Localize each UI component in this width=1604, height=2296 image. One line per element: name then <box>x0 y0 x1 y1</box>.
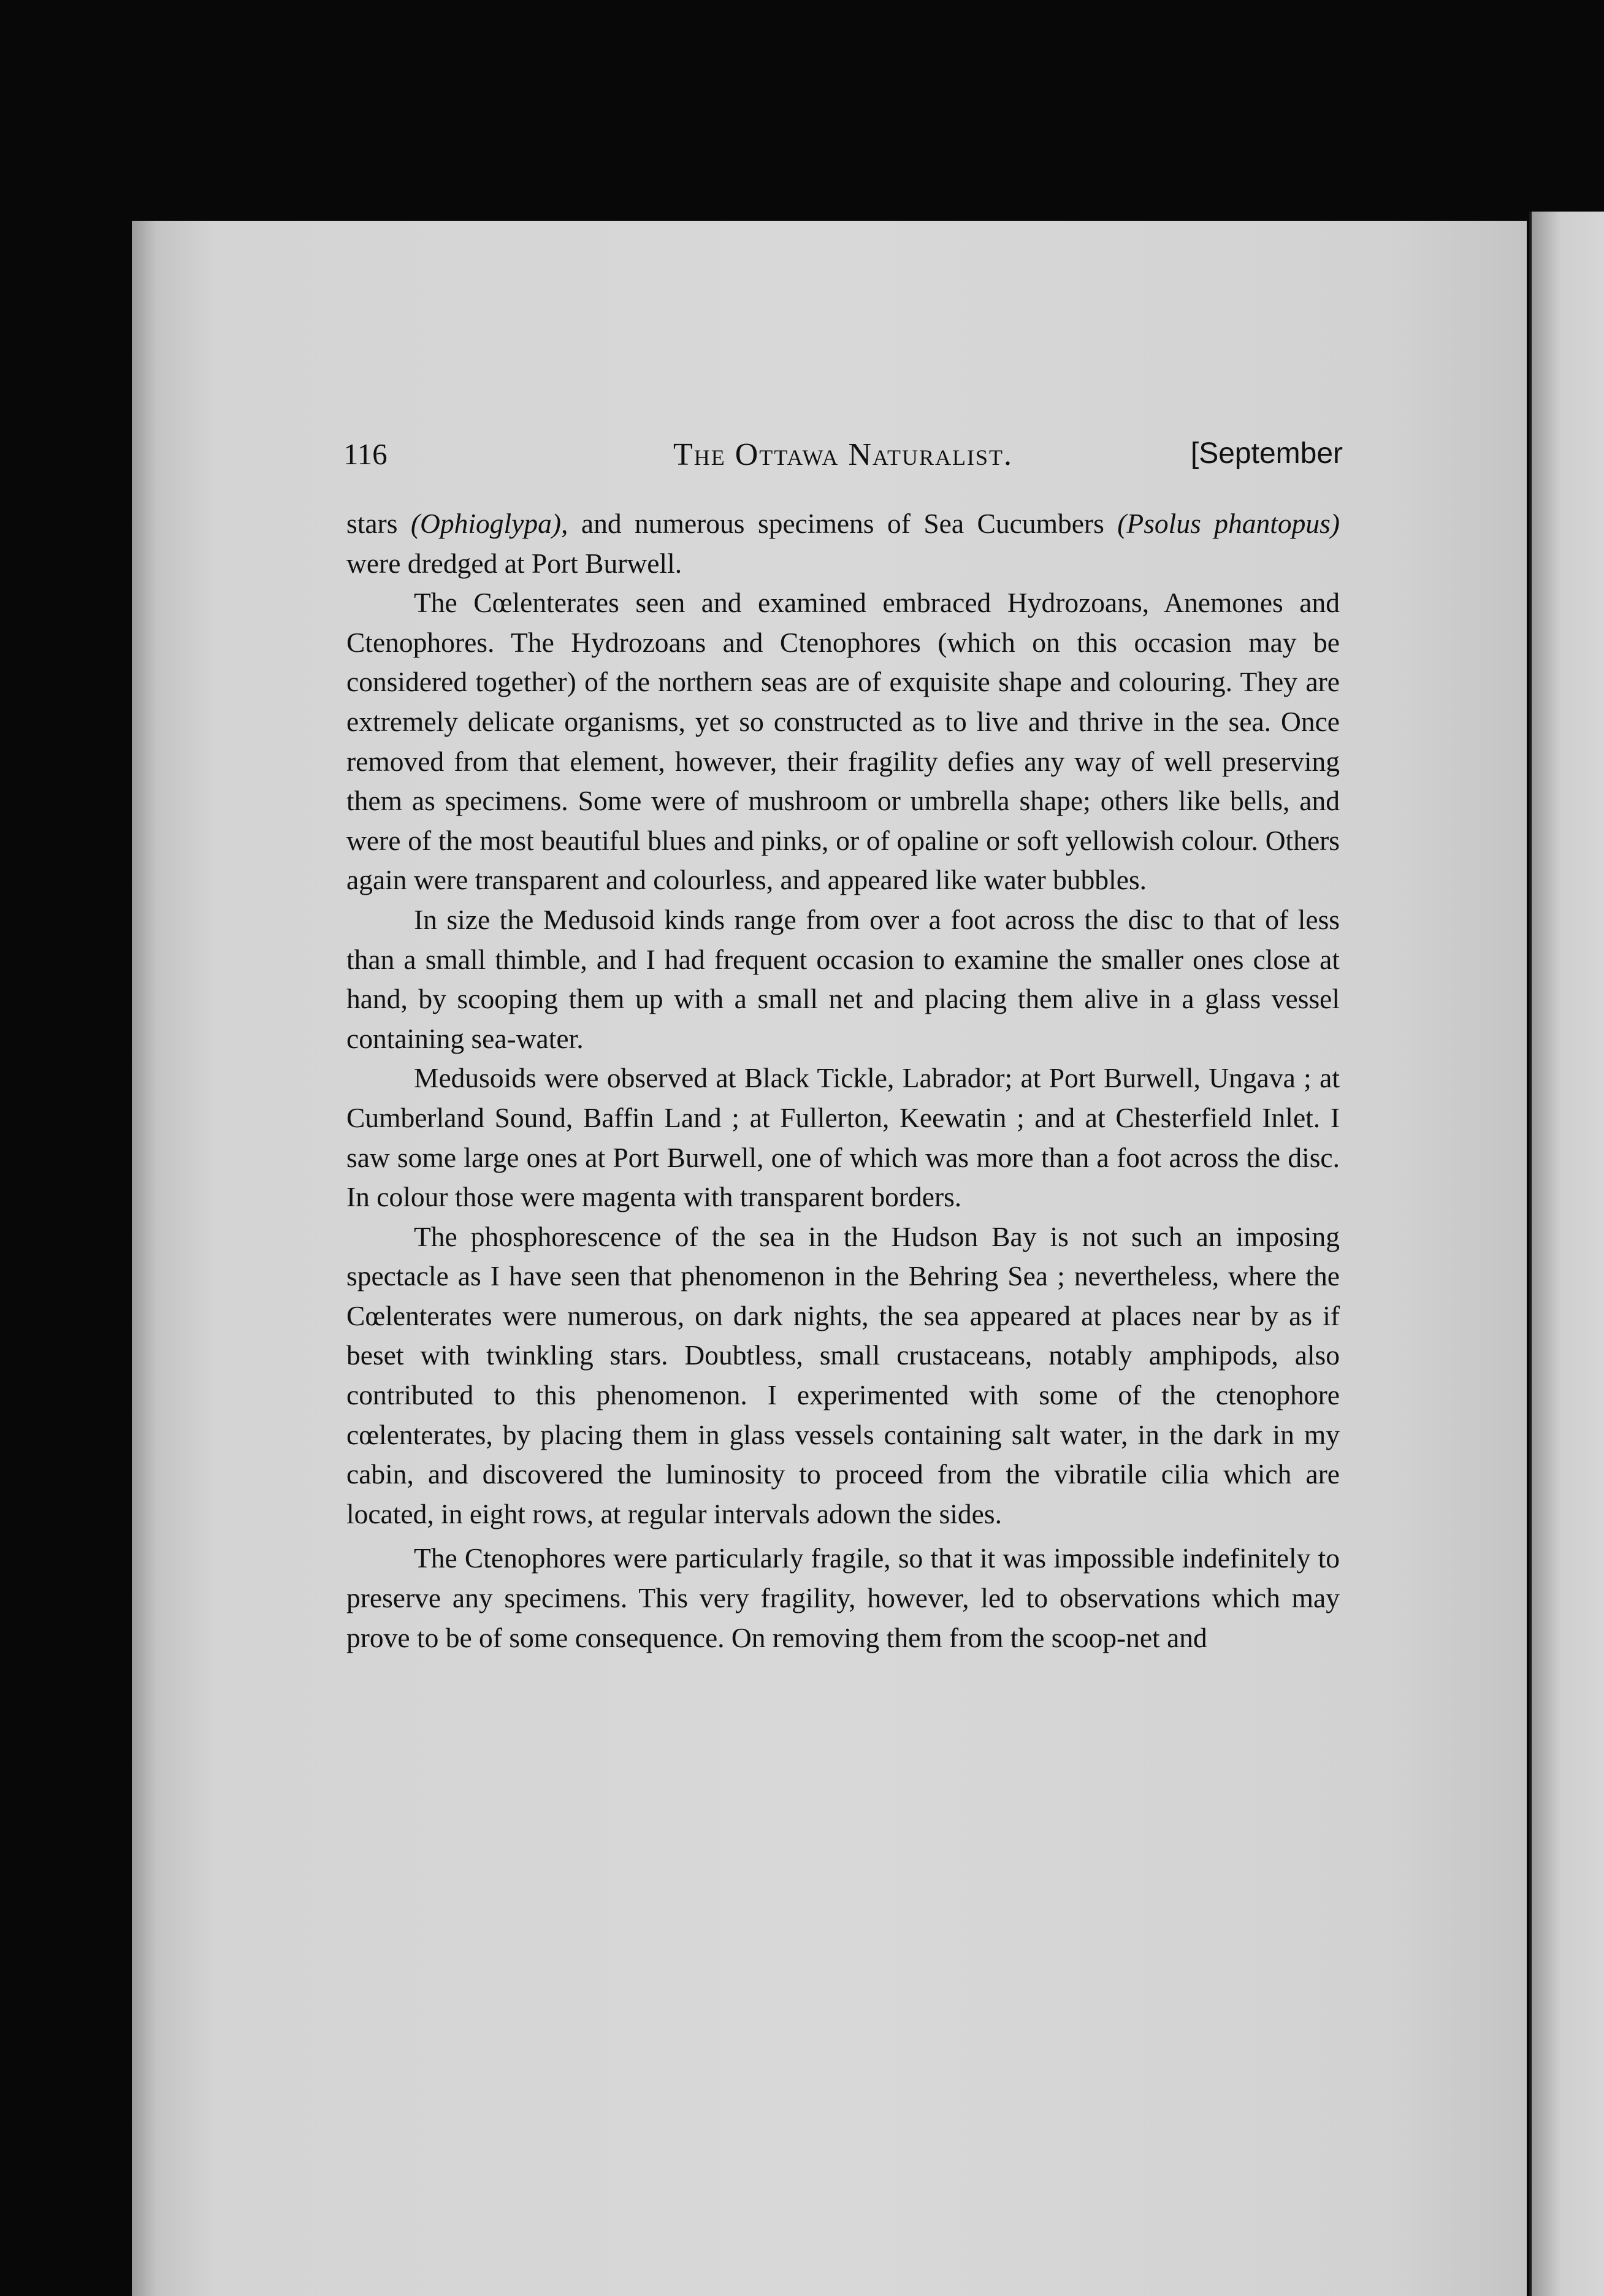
species-name: (Ophioglypa), <box>410 508 568 539</box>
running-title: The Ottawa Naturalist. <box>673 437 1014 472</box>
running-header <box>343 437 1343 486</box>
text-run: and numerous specimens of Sea Cucumbers <box>568 508 1118 539</box>
facing-page-edge <box>1532 212 1604 2296</box>
issue-month: [September <box>1190 437 1343 470</box>
paragraph <box>346 900 1340 1058</box>
text-run: The Ctenophores were particularly fragile, so that it was impossible indefinitely to preserve any specimens. This very fragility, however, led to observations which may prove to be of some consequence. On removing them from the scoop-net and <box>346 1542 1340 1653</box>
article-body <box>346 504 1340 1658</box>
text-run: In size the Medusoid kinds range from over a foot across the disc to that of less than a small thimble, and I had frequent occasion to examine the smaller ones close at hand, by scooping them up with a small net and placing them alive in a glass vessel containing sea-water. <box>346 903 1340 1054</box>
species-name: (Psolus phantopus) <box>1117 508 1340 539</box>
text-run: were dredged at Port Burwell. <box>346 547 682 579</box>
text-run: The Cœlenterates seen and examined embraced Hydrozoans, Anemones and Ctenophores. The Hydrozoans and Ctenophores (which on this occasion may be considered together) of the northern seas are of exquisite shape and colouring. They are extremely delicate organisms, yet so constructed as to live and thrive in the sea. Once removed from that element, however, their fragility defies any way of well preserving them as specimens. Some were of mushroom or umbrella shape; others like bells, and were of the most beautiful blues and pinks, or of opaline or soft yellowish colour. Others again were transparent and colourless, and appeared like water bubbles. <box>346 587 1340 896</box>
paragraph <box>346 1539 1340 1658</box>
text-run: The phosphorescence of the sea in the Hudson Bay is not such an imposing spectacle as I have seen that phenomenon in the Behring Sea ; nevertheless, where the Cœlenterates were numerous, on dark nights, the sea appeared at places near by as if beset with twinkling stars. Doubtless, small crustaceans, notably amphipods, also contributed to this phenomenon. I experimented with some of the ctenophore cœlenterates, by placing them in glass vessels containing salt water, in the dark in my cabin, and discovered the luminosity to proceed from the vibratile cilia which are located, in eight rows, at regular intervals adown the sides. <box>346 1220 1340 1529</box>
text-run: Medusoids were observed at Black Tickle, Labrador; at Port Burwell, Ungava ; at Cumberland Sound, Baffin Land ; at Fullerton, Keewatin ; and at Chesterfield Inlet. I saw some large ones at Port Burwell, one of which was more than a foot across the disc. In colour those were magenta with transparent borders. <box>346 1062 1340 1213</box>
page-number: 116 <box>343 437 388 471</box>
paragraph <box>346 1058 1340 1217</box>
paragraph <box>346 504 1340 583</box>
paragraph <box>346 583 1340 900</box>
paragraph <box>346 1217 1340 1534</box>
page-edge-shadow <box>132 221 156 2296</box>
text-run: stars <box>346 508 411 539</box>
